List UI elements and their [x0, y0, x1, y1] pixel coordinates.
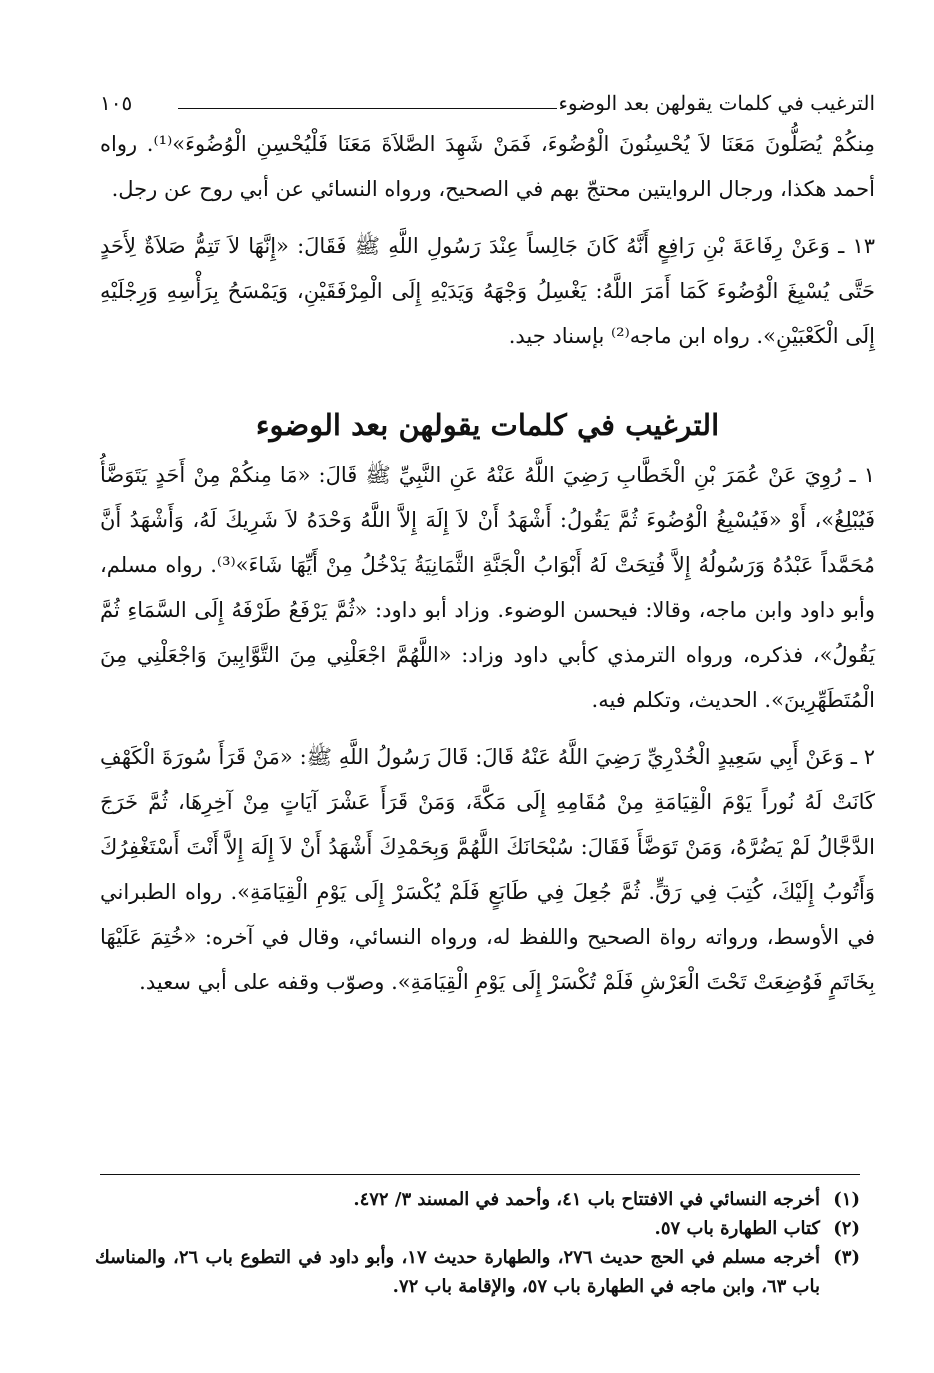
paragraph: ٢ ـ وَعَنْ أَبِي سَعِيدٍ الْخُدْرِيِّ رَضِيَ اللَّهُ عَنْهُ قَالَ: قَالَ رَسُولُ اللَّهِ ﷺ: «مَنْ قَرَأَ سُورَةَ الْكَهْفِ كَانَتْ لَهُ نُوراً يَوْمَ الْقِيَامَةِ مِنْ مُقَامِهِ إِلَى مَكَّةَ، وَمَنْ قَرَأَ عَشْرَ آيَاتٍ مِنْ آخِرِهَا، ثُمَّ خَرَجَ الدَّجَّالُ لَمْ يَضُرَّهُ، وَمَنْ تَوَضَّأَ فَقَالَ: سُبْحَانَكَ اللَّهُمَّ وَبِحَمْدِكَ أَشْهَدُ أَنْ لاَ إِلَهَ إِلاَّ أَنْتَ أَسْتَغْفِرُكَ وَأَتُوبُ إِلَيْكَ، كُتِبَ فِي رَقٍّ. ثُمَّ جُعِلَ فِي طَابَعٍ فَلَمْ يُكْسَرْ إِلَى يَوْمِ الْقِيَامَةِ». رواه الطبراني في الأوسط، ورواته رواة الصحيح واللفظ له، ورواه النسائي، وقال في آخره: «خُتِمَ عَلَيْهَا بِخَاتَمٍ فَوُضِعَتْ تَحْتَ الْعَرْشِ فَلَمْ تُكْسَرْ إِلَى يَوْمِ الْقِيَامَةِ». وصوّب وقفه على أبي سعيد.: [100, 745, 875, 994]
section-title: الترغيب في كلمات يقولهن بعد الوضوء: [255, 408, 720, 442]
paragraph: ١ ـ رُوِيَ عَنْ عُمَرَ بْنِ الْخَطَّابِ رَضِيَ اللَّهُ عَنْهُ عَنِ النَّبِيِّ ﷺ قَالَ: «مَا مِنكُمْ مِنْ أَحَدٍ يَتَوَضَّأُ فَيُبْلِغُ»، أَوْ «فَيُسْبِغُ الْوُضُوءَ ثُمَّ يَقُولُ: أَشْهَدُ أَنْ لاَ إِلَهَ إِلاَّ اللَّهُ وَحْدَهُ لاَ شَرِيكَ لَهُ، وَأَشْهَدُ أَنَّ مُحَمَّداً عَبْدُهُ وَرَسُولُهُ إِلاَّ فُتِحَتْ لَهُ أَبْوَابُ الْجَنَّةِ الثَّمَانِيَةُ يَدْخُلُ مِنْ أَيِّهَا شَاءَ»⁽³⁾. رواه مسلم، وأبو داود وابن ماجه، وقالا: فيحسن الوضوء. وزاد أبو داود: «ثُمَّ يَرْفَعُ طَرْفَهُ إِلَى السَّمَاءِ ثُمَّ يَقُولُ»، فذكره، ورواه الترمذي كأبي داود وزاد: «اللَّهُمَّ اجْعَلْنِي مِنَ التَّوَّابِينَ وَاجْعَلْنِي مِنَ الْمُتَطَهِّرِينَ». الحديث، وتكلم فيه.: [100, 463, 875, 712]
footnote: [95, 1185, 860, 1214]
footnote-text: كتاب الطهارة باب ٥٧.: [654, 1218, 820, 1239]
footnote-text: أخرجه النسائي في الافتتاح باب ٤١، وأحمد في المسند ٣/ ٤٧٢.: [353, 1189, 820, 1210]
paragraph: مِنكُمْ يُصَلُّونَ مَعَنَا لاَ يُحْسِنُونَ الْوُضُوءَ، فَمَنْ شَهِدَ الصَّلاَةَ مَعَنَا فَلْيُحْسِنِ الْوُضُوءَ»⁽¹⁾. رواه أحمد هكذا، ورجال الروايتين محتجّ بهم في الصحيح، ورواه النسائي عن أبي روح عن رجل.: [100, 132, 875, 201]
footnote: [95, 1243, 860, 1301]
footnote-number: (٢): [833, 1218, 860, 1239]
footnotes: [95, 1185, 860, 1301]
footnote: [95, 1214, 860, 1243]
footnote-divider: [100, 1174, 860, 1175]
running-header-title: الترغيب في كلمات يقولهن بعد الوضوء: [558, 91, 875, 115]
page-number: ١٠٥: [100, 91, 133, 115]
paragraph: ١٣ ـ وَعَنْ رِفَاعَةَ بْنِ رَافِعٍ أَنَّهُ كَانَ جَالِساً عِنْدَ رَسُولِ اللَّهِ ﷺ فَقَالَ: «إِنَّهَا لاَ تَتِمُّ صَلاَةٌ لِأَحَدٍ حَتَّى يُسْبِغَ الْوُضُوءَ كَمَا أَمَرَ اللَّهُ: يَغْسِلُ وَجْهَهُ وَيَدَيْهِ إِلَى الْمِرْفَقَيْنِ، وَيَمْسَحُ بِرَأْسِهِ وَرِجْلَيْهِ إِلَى الْكَعْبَيْنِ». رواه ابن ماجه⁽²⁾ بإسناد جيد.: [100, 234, 875, 348]
running-header: [100, 88, 875, 122]
header-rule: [178, 108, 557, 109]
footnote-number: (٣): [833, 1247, 860, 1268]
footnote-number: (١): [833, 1189, 860, 1210]
footnote-text: أخرجه مسلم في الحج حديث ٢٧٦، والطهارة حديث ١٧، وأبو داود في التطوع باب ٢٦، والمناسك باب ٦٣، وابن ماجه في الطهارة باب ٥٧، والإقامة باب ٧٢.: [95, 1247, 821, 1297]
page-body: [100, 88, 875, 1005]
